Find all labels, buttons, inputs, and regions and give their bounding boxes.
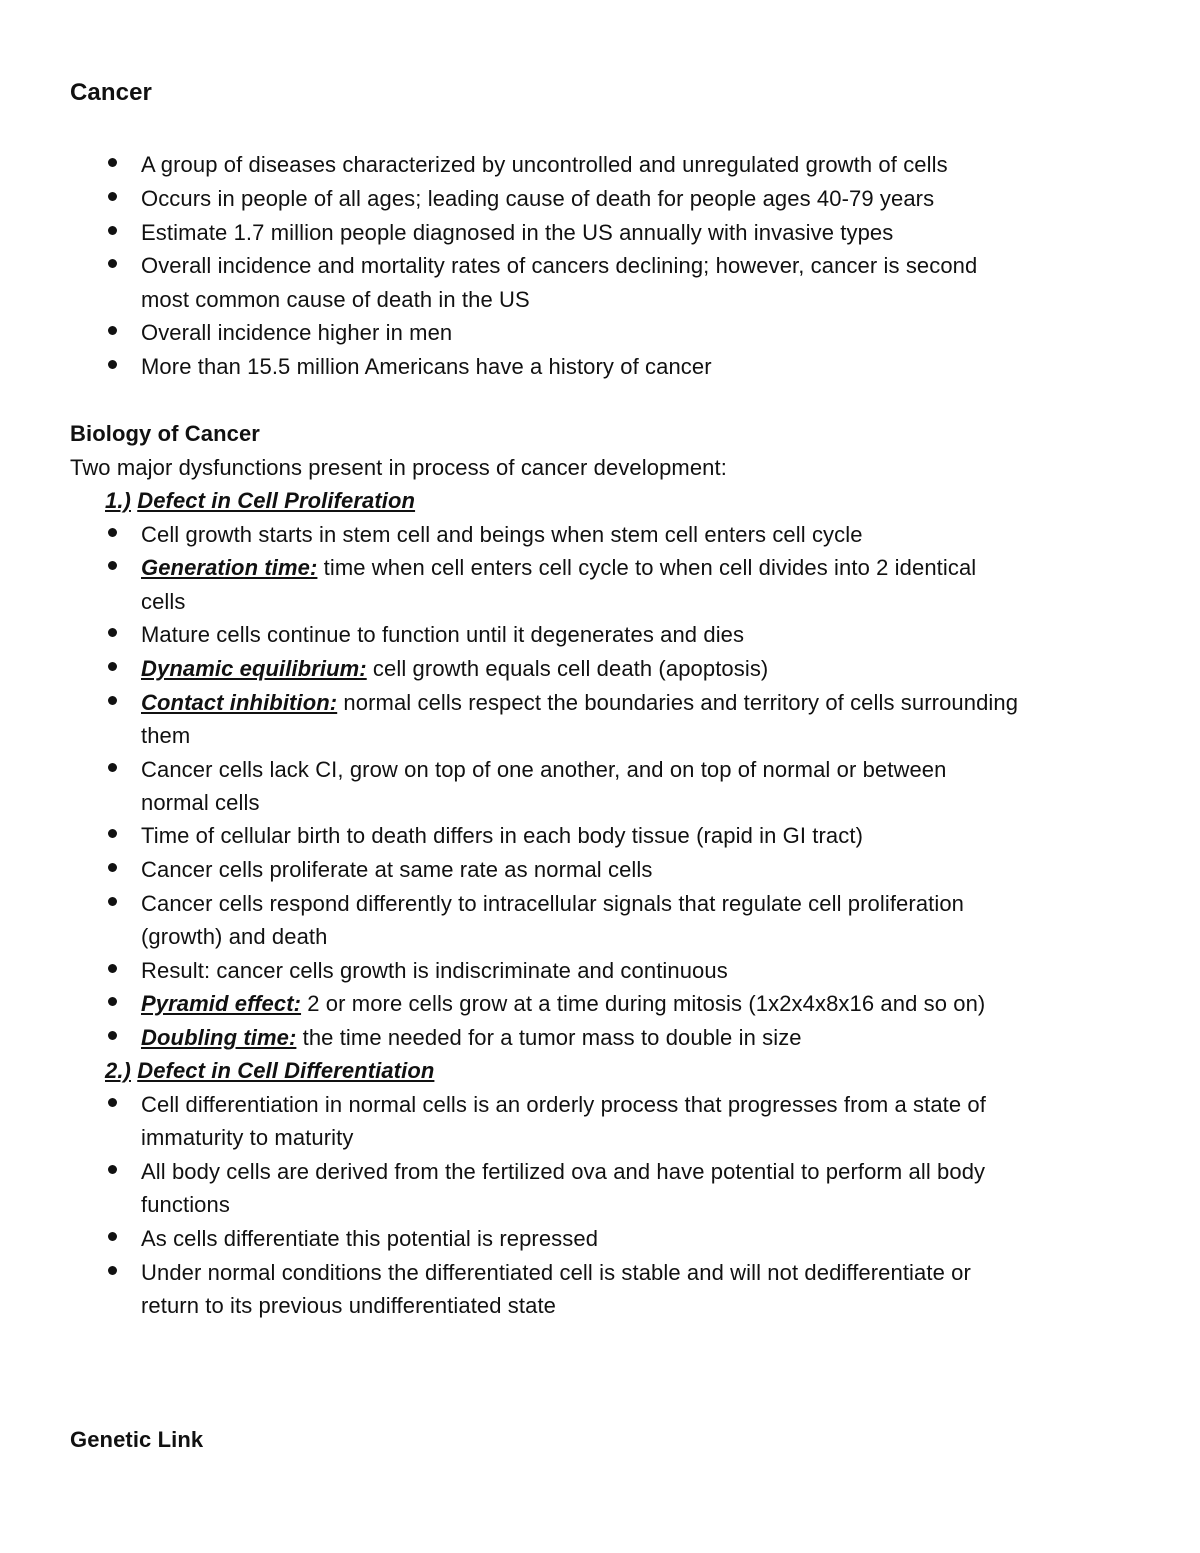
section-lead: Two major dysfunctions present in process of cancer development: — [70, 455, 727, 480]
bullet-icon — [108, 259, 117, 268]
list-item — [141, 990, 985, 1018]
definition: 2 or more cells grow at a time during mitosis (1x2x4x8x16 and so on) — [301, 991, 986, 1016]
list-item — [141, 689, 1018, 717]
bullet-icon — [108, 1232, 117, 1241]
bullet-icon — [108, 326, 117, 335]
list-item-continuation: normal cells — [141, 790, 260, 815]
bullet-icon — [108, 226, 117, 235]
term: Doubling time: — [141, 1025, 297, 1050]
bullet-icon — [108, 662, 117, 671]
bullet-icon — [108, 360, 117, 369]
bullet-icon — [108, 528, 117, 537]
bullet-icon — [108, 1098, 117, 1107]
bullet-icon — [108, 763, 117, 772]
list-item-continuation: immaturity to maturity — [141, 1125, 354, 1150]
list-item: Result: cancer cells growth is indiscriminate and continuous — [141, 958, 728, 983]
term: Contact inhibition: — [141, 690, 338, 715]
term: Dynamic equilibrium: — [141, 656, 367, 681]
list-item-continuation: functions — [141, 1192, 230, 1217]
list-item: All body cells are derived from the fertilized ova and have potential to perform all body — [141, 1159, 986, 1184]
definition: cell growth equals cell death (apoptosis) — [366, 656, 769, 681]
list-item: Cancer cells lack CI, grow on top of one another, and on top of normal or between — [141, 757, 947, 782]
list-item: Estimate 1.7 million people diagnosed in the US annually with invasive types — [141, 220, 894, 245]
list-item: Mature cells continue to function until it degenerates and dies — [141, 622, 745, 647]
list-item-continuation: cells — [141, 589, 186, 614]
bullet-icon — [108, 696, 117, 705]
list-item — [141, 554, 976, 582]
subsection-title: Defect in Cell Proliferation — [137, 488, 416, 513]
bullet-icon — [108, 1165, 117, 1174]
bullet-icon — [108, 158, 117, 167]
list-item: Cell growth starts in stem cell and beings when stem cell enters cell cycle — [141, 522, 863, 547]
list-item-continuation: return to its previous undifferentiated state — [141, 1293, 557, 1318]
bullet-icon — [108, 628, 117, 637]
definition: time when cell enters cell cycle to when cell divides into 2 identical — [317, 555, 977, 580]
list-item: More than 15.5 million Americans have a history of cancer — [141, 354, 712, 379]
list-item: As cells differentiate this potential is repressed — [141, 1226, 599, 1251]
subsection-heading — [105, 487, 415, 515]
subsection-title: Defect in Cell Differentiation — [137, 1058, 435, 1083]
list-item: Cancer cells respond differently to intracellular signals that regulate cell proliferation — [141, 891, 965, 916]
definition: normal cells respect the boundaries and territory of cells surrounding — [337, 690, 1019, 715]
bullet-icon — [108, 1266, 117, 1275]
list-item-continuation: most common cause of death in the US — [141, 287, 530, 312]
list-item-continuation: them — [141, 723, 191, 748]
bullet-icon — [108, 997, 117, 1006]
page-title: Cancer — [70, 79, 152, 106]
list-item: Cancer cells proliferate at same rate as normal cells — [141, 857, 653, 882]
list-item: Overall incidence higher in men — [141, 320, 453, 345]
bullet-icon — [108, 897, 117, 906]
bullet-icon — [108, 863, 117, 872]
list-item — [141, 655, 768, 683]
list-item: Time of cellular birth to death differs in each body tissue (rapid in GI tract) — [141, 823, 864, 848]
list-item-continuation: (growth) and death — [141, 924, 328, 949]
section-heading: Biology of Cancer — [70, 421, 260, 446]
list-item: A group of diseases characterized by uncontrolled and unregulated growth of cells — [141, 152, 948, 177]
list-item — [141, 1024, 802, 1052]
subsection-heading — [105, 1057, 434, 1085]
list-item: Occurs in people of all ages; leading cause of death for people ages 40-79 years — [141, 186, 935, 211]
bullet-icon — [108, 964, 117, 973]
bullet-icon — [108, 1031, 117, 1040]
term: Generation time: — [141, 555, 318, 580]
definition: the time needed for a tumor mass to double in size — [296, 1025, 802, 1050]
bullet-icon — [108, 829, 117, 838]
list-item: Cell differentiation in normal cells is an orderly process that progresses from a state of — [141, 1092, 986, 1117]
bullet-icon — [108, 561, 117, 570]
section-heading: Genetic Link — [70, 1427, 204, 1452]
term: Pyramid effect: — [141, 991, 302, 1016]
subsection-number: 1.) — [105, 488, 131, 513]
list-item: Under normal conditions the differentiated cell is stable and will not dedifferentiate or — [141, 1260, 971, 1285]
list-item: Overall incidence and mortality rates of cancers declining; however, cancer is second — [141, 253, 978, 278]
bullet-icon — [108, 192, 117, 201]
subsection-number: 2.) — [105, 1058, 131, 1083]
